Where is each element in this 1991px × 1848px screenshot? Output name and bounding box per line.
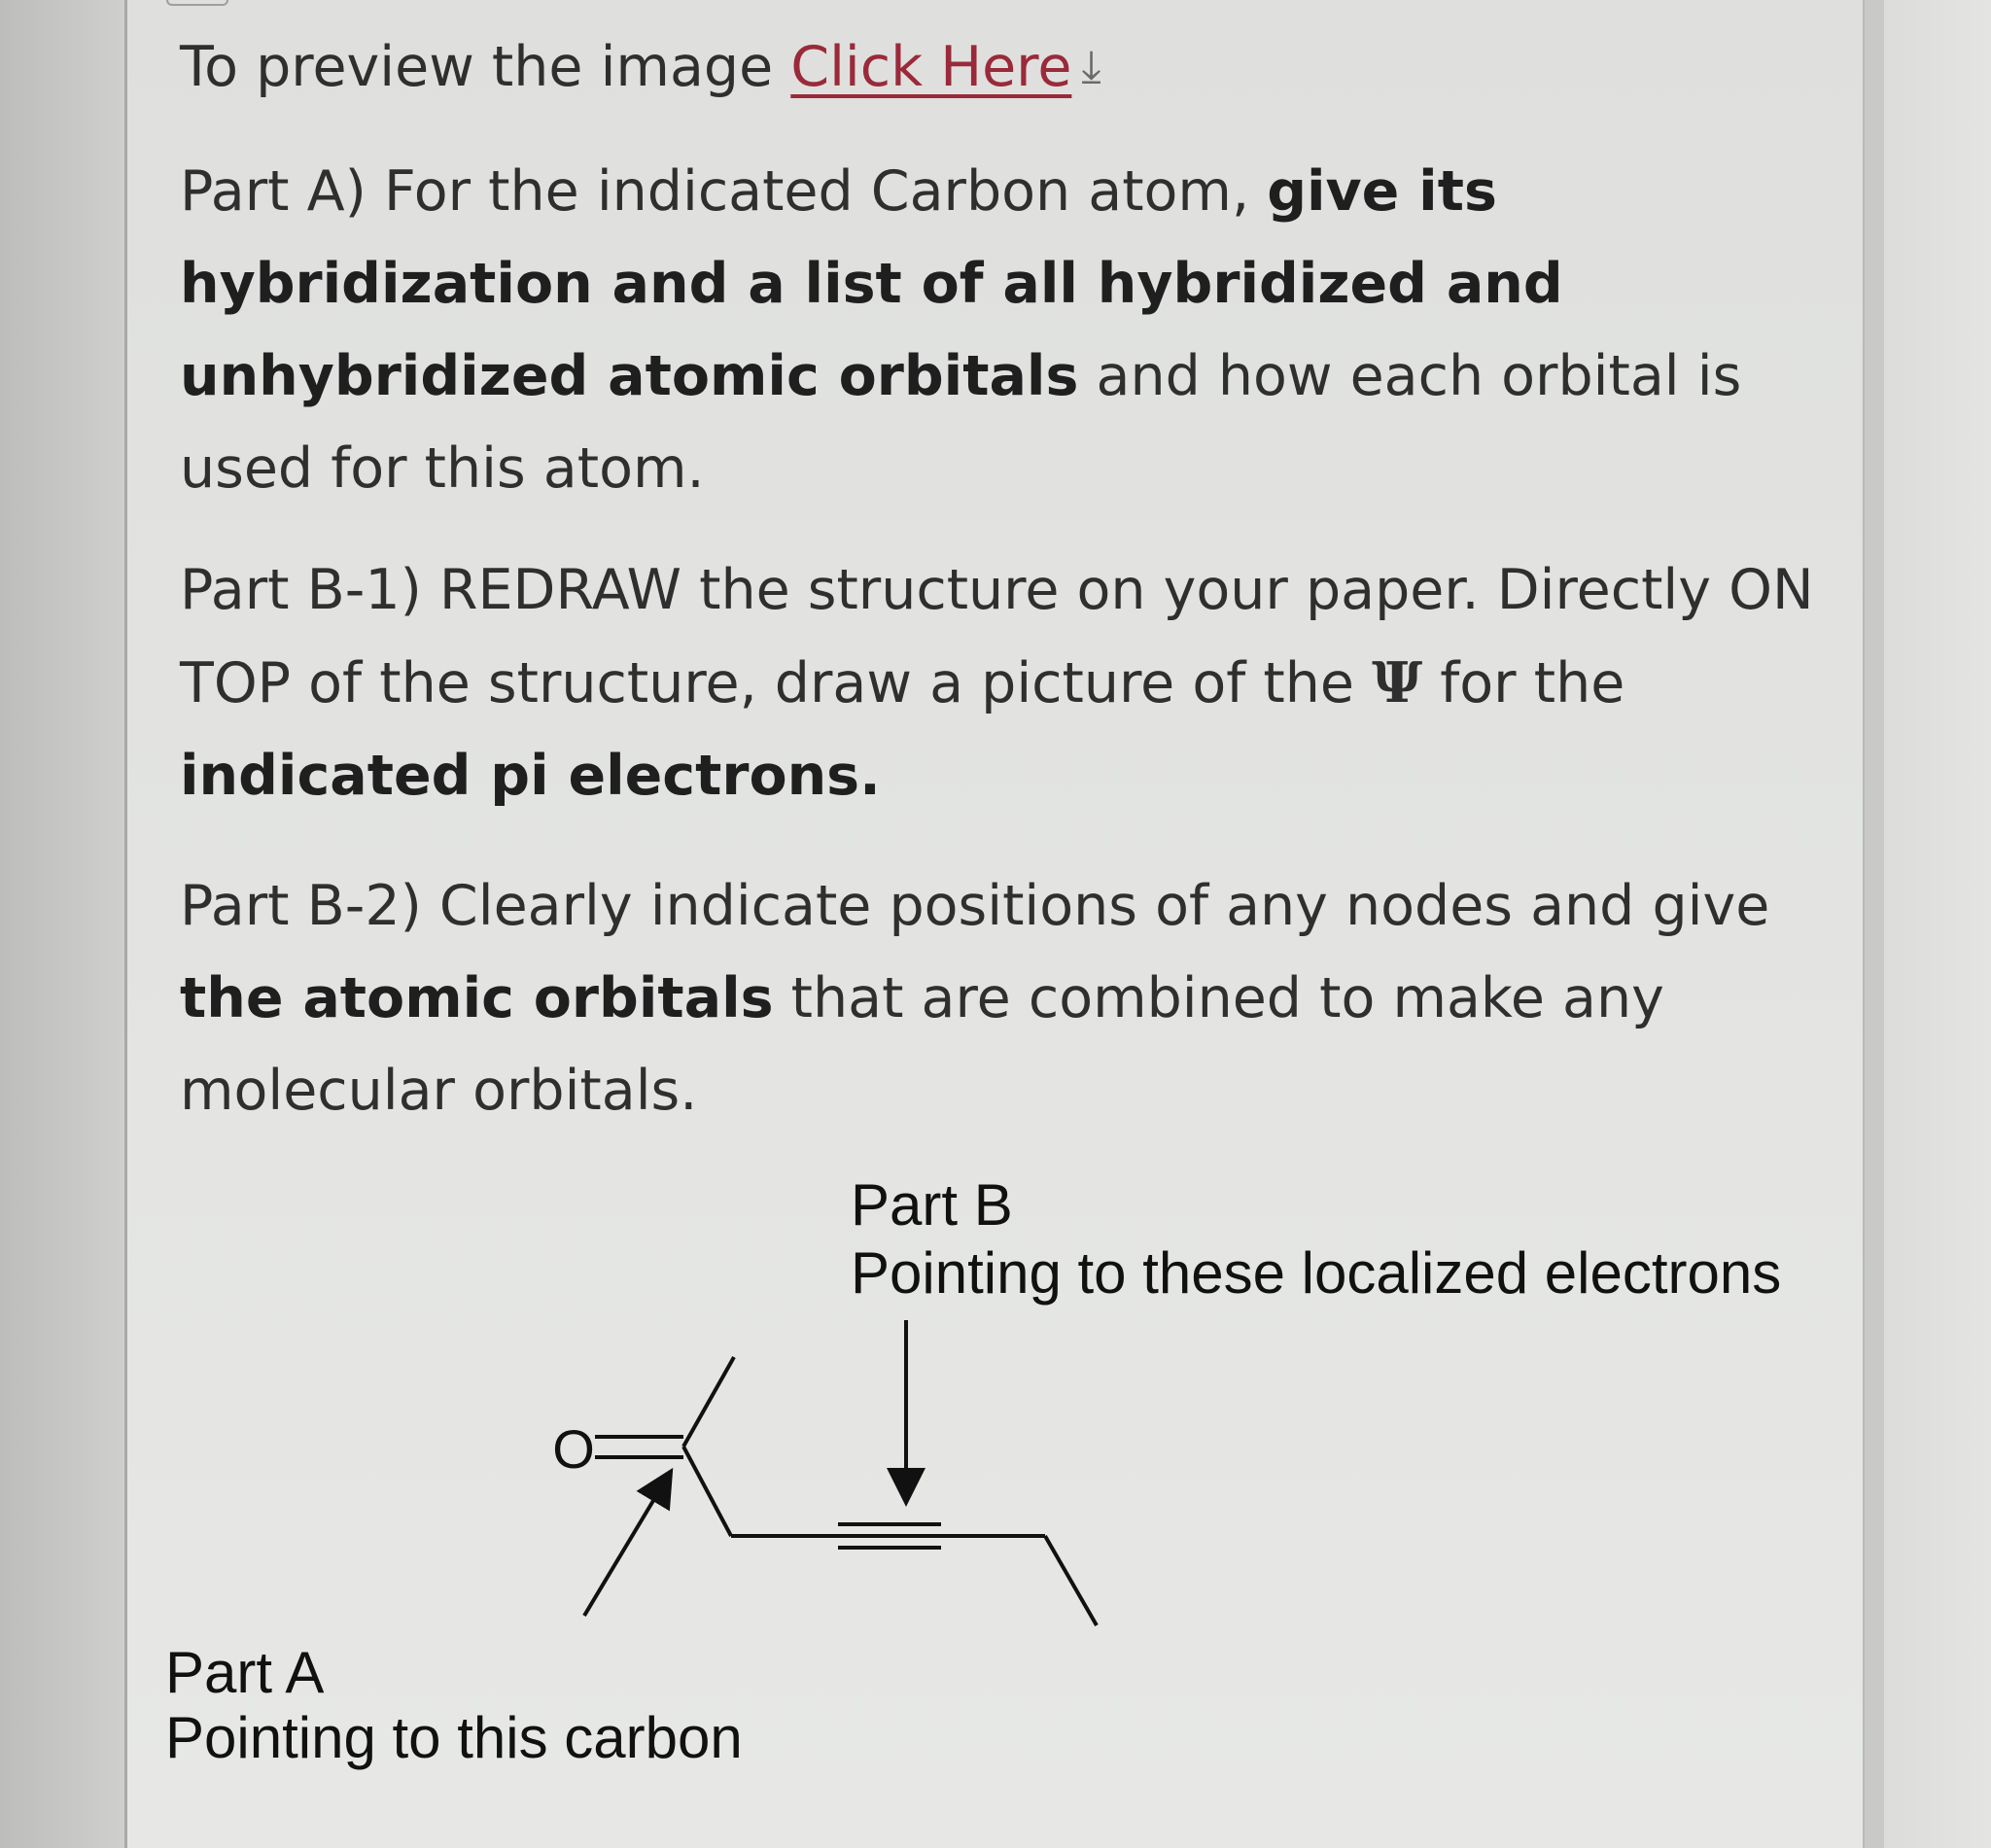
part-b1-instructions — [180, 544, 1852, 822]
part-a-tail: and how each orbital is used for this atom. — [180, 344, 1742, 501]
part-b2-instructions — [180, 860, 1852, 1137]
oxygen-atom-label: O — [552, 1418, 595, 1480]
part-b1-middle: for the — [1422, 651, 1625, 715]
part-a-instructions — [180, 146, 1852, 515]
background-right — [1884, 0, 1991, 1848]
part-b2-bold: the atomic orbitals — [180, 966, 774, 1030]
part-a-title: Part A — [165, 1640, 325, 1705]
psi-symbol: Ψ — [1372, 650, 1423, 715]
part-b-description: Pointing to these localized electrons — [851, 1240, 1782, 1306]
part-a-lead: Part A) For the indicated Carbon atom, — [180, 159, 1268, 224]
part-b-title: Part B — [851, 1172, 1013, 1238]
part-b1-lead: Part B-1) REDRAW the structure on your paper. Directly ON TOP of the structure, draw a picture of the — [180, 558, 1814, 715]
preview-line — [180, 17, 1852, 116]
part-b2-tail: that are combined to make any molecular orbitals. — [180, 966, 1664, 1123]
card-corner-tab — [166, 0, 228, 6]
background-left — [0, 0, 126, 1848]
part-a-bold: give its hybridization and a list of all hybridized and unhybridized atomic orbitals — [180, 159, 1563, 408]
download-arrow-icon[interactable]: ⤓ — [1081, 40, 1101, 92]
click-here-link[interactable]: Click Here — [790, 35, 1072, 99]
preview-prefix: To preview the image — [180, 35, 791, 99]
part-b2-lead: Part B-2) Clearly indicate positions of any nodes and give — [180, 874, 1770, 938]
part-b1-bold: indicated pi electrons. — [180, 744, 881, 808]
part-a-description: Pointing to this carbon — [165, 1705, 743, 1770]
